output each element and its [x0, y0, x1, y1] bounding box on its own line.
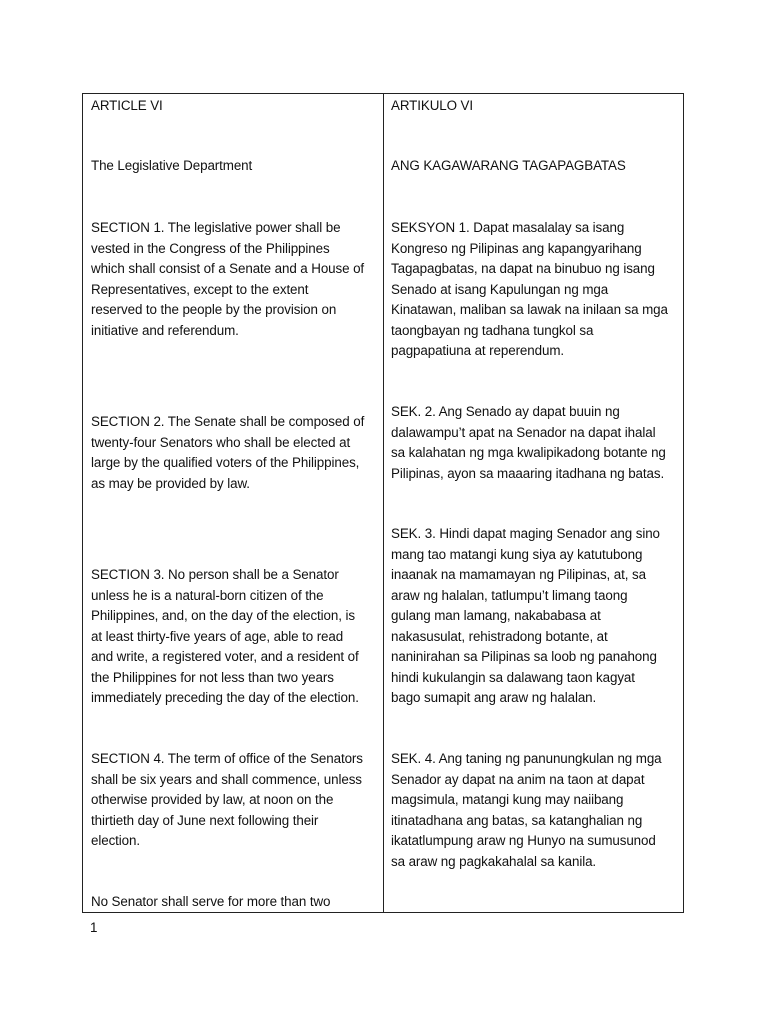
column-divider [383, 94, 384, 912]
left-section-4-continued: No Senator shall serve for more than two [91, 894, 331, 909]
right-article-heading: ARTIKULO VI [391, 98, 473, 113]
left-section-2: SECTION 2. The Senate shall be composed of twenty-four Senators who shall be elected at large by the qualified voters of the Philippines, as may be provided by law. [91, 414, 365, 491]
left-section-3: SECTION 3. No person shall be a Senator unless he is a natural-born citizen of the Philippines, and, on the day of the election, is at least thirty-five years of age, able to read and write, a registered voter, and a resident of the Philippines for not less than two years immediately preceding the day of the election. [91, 567, 359, 705]
left-article-heading: ARTICLE VI [91, 98, 163, 113]
left-department-heading: The Legislative Department [91, 158, 253, 173]
left-section-4: SECTION 4. The term of office of the Senators shall be six years and shall commence, unless otherwise provided by law, at noon on the thirtieth day of June next following their election. [91, 751, 363, 848]
right-section-3: SEK. 3. Hindi dapat maging Senador ang sino mang tao matangi kung siya ay katutubong inaanak na mamamayan ng Pilipinas, at, sa araw ng halalan, tatlumpu’t limang taong gulang man lamang, nakababasa at nakasusulat, rehistradong botante, at naninirahan sa Pilipinas sa loob ng panahong hindi kukulangin sa dalawang taon kagyat bago sumapit ang araw ng halalan. [391, 526, 660, 705]
right-section-4: SEK. 4. Ang taning ng panunungkulan ng mga Senador ay dapat na anim na taon at dapat magsimula, matangi kung may naiibang itinatadhana ang batas, sa katanghalian ng ikatatlumpung araw ng Hunyo na sumusunod sa araw ng pagkakahalal sa kanila. [391, 751, 662, 869]
left-section-1: SECTION 1. The legislative power shall be vested in the Congress of the Philippines which shall consist of a Senate and a House of Representatives, except to the extent reserved to the people by the provision on initiative and referendum. [91, 220, 365, 338]
bilingual-table [82, 93, 684, 913]
page-number: 1 [90, 920, 98, 935]
right-section-2: SEK. 2. Ang Senado ay dapat buuin ng dalawampu’t apat na Senador na dapat ihalal sa kalahatan ng mga kwalipikadong botante ng Pilipinas, ayon sa maaaring itadhana ng batas. [391, 404, 666, 481]
right-section-1: SEKSYON 1. Dapat masalalay sa isang Kongreso ng Pilipinas ang kapangyarihang Tagapagbatas, na dapat na binubuo ng isang Senado at isang Kapulungan ng mga Kinatawan, maliban sa lawak na inilaan sa mga taongbayan ng tadhana tungkol sa pagpapatiuna at reperendum. [391, 220, 668, 358]
right-department-heading: ANG KAGAWARANG TAGAPAGBATAS [391, 158, 626, 173]
